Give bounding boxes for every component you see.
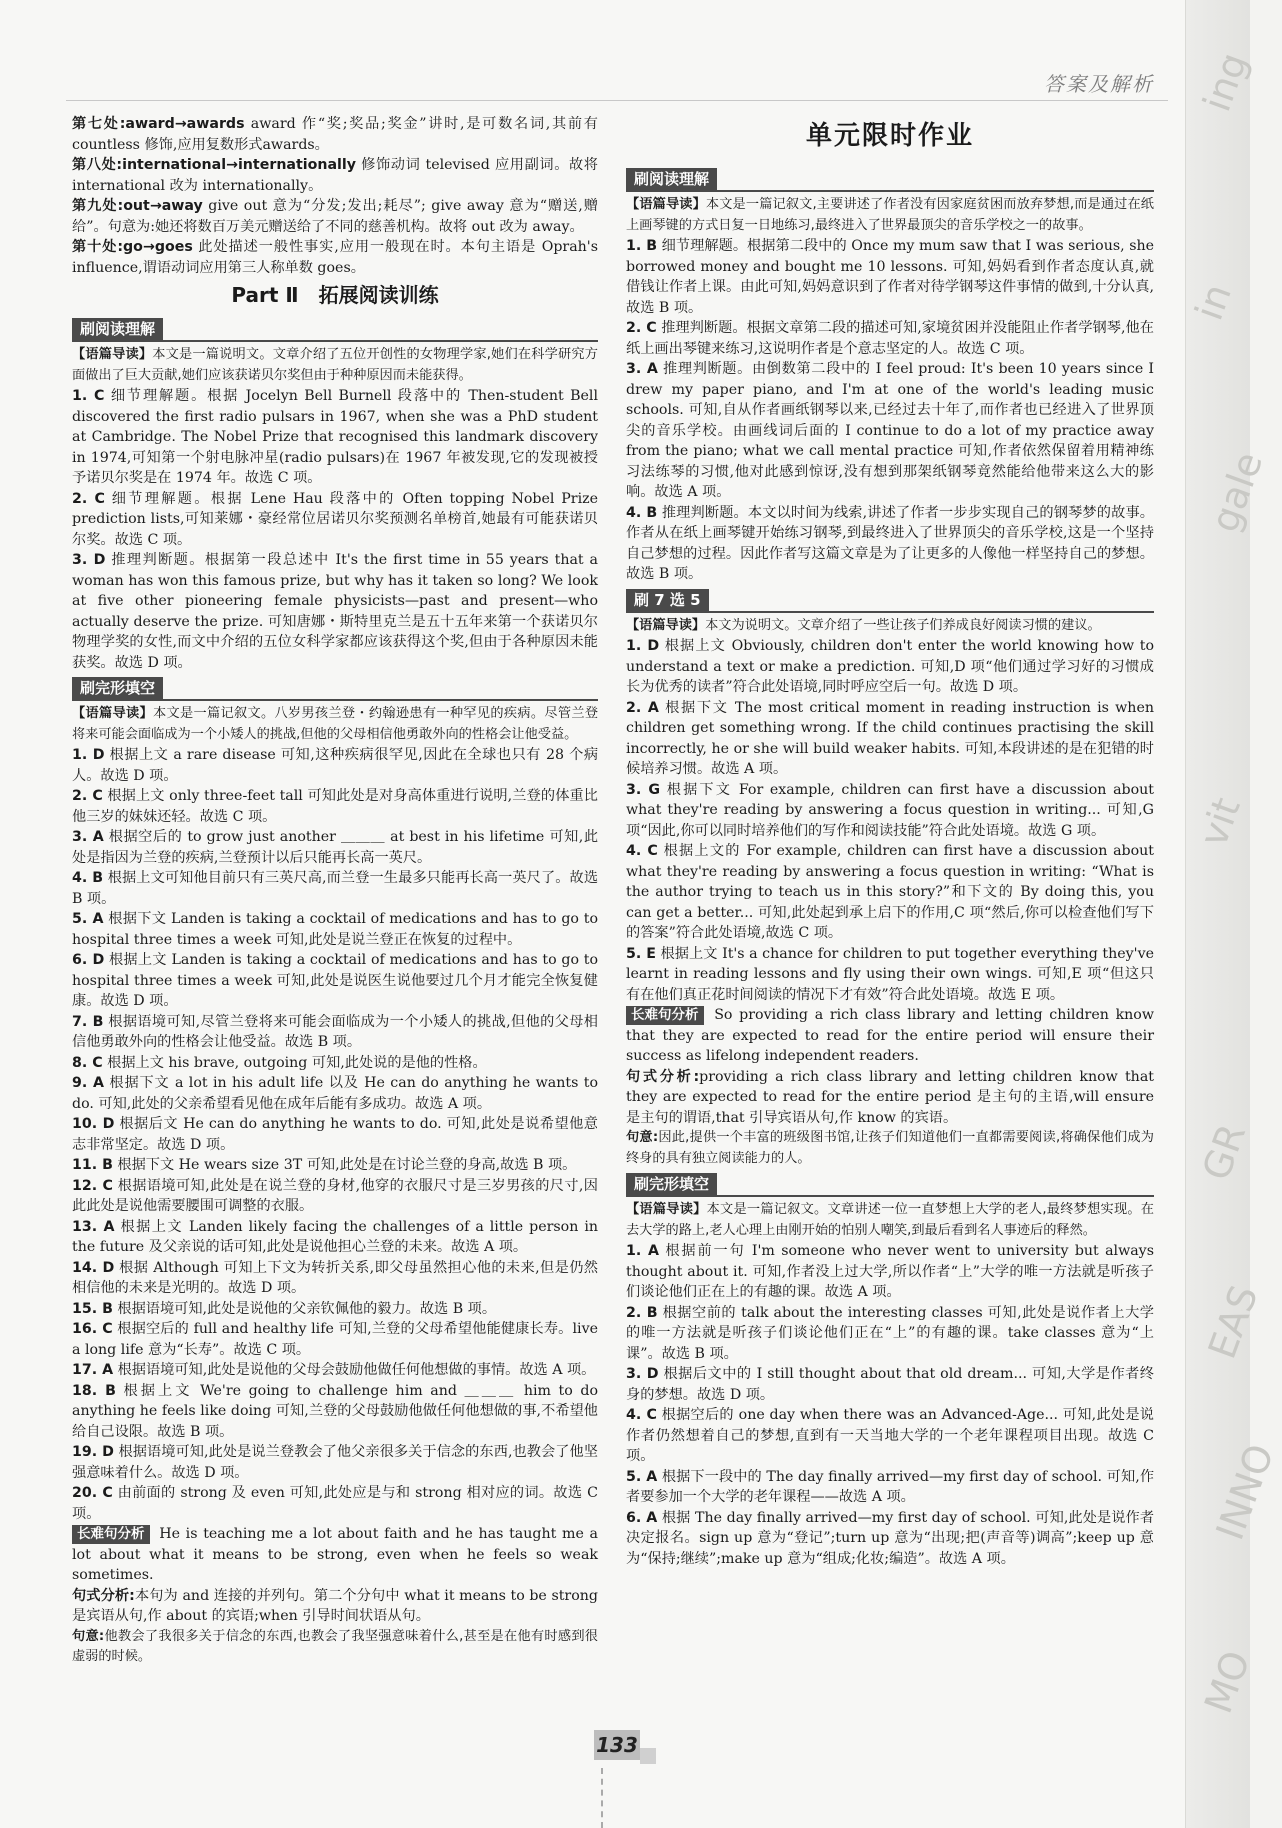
answer-item xyxy=(72,1299,598,1320)
answer-explanation: 推理判断题。本文以时间为线索,讲述了作者一步步实现自己的钢琴梦的故事。作者从在纸上画琴键开始练习钢琴,到最终进入了世界顶尖的音乐学校,这是一个坚持自己梦想的过程。因此作者写这篇文章是为了让更多的人像他一样坚持自己的梦想。故选 B 项。 xyxy=(626,504,1154,582)
answer-item xyxy=(72,1176,598,1217)
answer-item xyxy=(72,1053,598,1074)
answer-explanation: 根据空后的 one day when there was an Advanced-Age... 可知,此处是说作者仍然想着自己的梦想,直到有一天当地大学的一个老年课程项目出现。故选 C 项。 xyxy=(626,1407,1154,1464)
section-divider xyxy=(72,699,598,701)
answer-number: 7. B xyxy=(72,1013,104,1030)
meaning-text: 他教会了我很多关于信念的东西,也教会了我坚强意味着什么,甚至是在他有时感到很虚弱的时候。 xyxy=(72,1628,598,1664)
answer-explanation: 根据上文 It's a chance for children to put together everything they've learnt in reading lessons and fly using their own wings. 可知,E 项“但这只有在他们真正花时间阅读的情况下才有效”符合此处语境。故选 E 项。 xyxy=(626,945,1154,1003)
corrections-list xyxy=(72,114,598,278)
correction-fix: go→goes xyxy=(123,239,193,255)
answer-number: 3. D xyxy=(72,552,106,568)
answer-explanation: 根据下文 Landen is taking a cocktail of medications and has to go to hospital three times a week 可知,此处是说兰登正在恢复的过程中。 xyxy=(72,911,599,948)
part-title: Part Ⅱ 拓展阅读训练 xyxy=(231,283,439,307)
section-divider xyxy=(626,190,1154,192)
answer-item xyxy=(72,1155,598,1176)
correction-text: 修饰动词 televised 应用副词。故将 international 改为 internationally。 xyxy=(72,157,598,194)
answer-number: 1. A xyxy=(626,1243,660,1259)
answer-item xyxy=(72,1114,598,1155)
answer-explanation: 根据上文 Landen likely facing the challenges of a little person in the future 及父亲说的话可知,此处是说他担心兰登的未来。故选 A 项。 xyxy=(72,1218,598,1255)
answer-item xyxy=(626,780,1154,842)
answer-number: 14. D xyxy=(72,1259,115,1276)
correction-label: 第九处: xyxy=(72,198,124,214)
page-number: 133 xyxy=(594,1730,640,1760)
answer-item xyxy=(72,1381,598,1443)
answer-item xyxy=(626,841,1154,944)
answer-explanation: 根据后文中的 I still thought about that old dream... 可知,大学是作者终身的梦想。故选 D 项。 xyxy=(626,1366,1154,1403)
sentence-meaning xyxy=(72,1627,598,1668)
answer-number: 16. C xyxy=(72,1321,113,1337)
sentence-meaning xyxy=(626,1128,1154,1169)
answer-number: 4. B xyxy=(626,504,658,521)
answer-number: 2. A xyxy=(626,699,659,716)
answer-item xyxy=(72,489,598,551)
answer-explanation: 细节理解题。根据 Lene Hau 段落中的 Often topping Nobel Prize prediction lists,可知莱娜・豪经常位居诺贝尔奖预测名单榜首,她最有可能获诺贝尔奖。故选 C 项。 xyxy=(72,490,598,548)
header-tag: 答案及解析 xyxy=(1044,72,1154,96)
answer-item xyxy=(72,868,598,909)
answer-item xyxy=(626,318,1154,359)
guide-lead: 【语篇导读】 xyxy=(72,347,153,362)
answer-item xyxy=(626,1405,1154,1467)
long-sentence-text: He is teaching me a lot about faith and he has taught me a lot about what it means to be strong, even when he feels so weak sometimes. xyxy=(72,1526,598,1583)
answer-number: 1. D xyxy=(626,638,660,654)
answer-item xyxy=(626,236,1154,318)
meaning-label: 句意: xyxy=(626,1130,659,1145)
answer-explanation: 根据上文 his brave, outgoing 可知,此处说的是他的性格。 xyxy=(102,1054,487,1071)
syntax-analysis xyxy=(626,1067,1154,1129)
answer-explanation: 根据上文 We're going to challenge him and ＿＿＿ him to do anything he feels like doing 可知,兰登的父母鼓励他做任何他想做的事,不希望他给自己设限。故选 B 项。 xyxy=(72,1382,598,1440)
answer-number: 3. A xyxy=(626,361,658,377)
answer-explanation: 根据语境可知,此处是在说兰登的身材,他穿的衣服尺寸是三岁男孩的尺寸,因此此处是说他需要腰围可调整的衣服。 xyxy=(72,1177,598,1214)
long-sentence-label: 长难句分析 xyxy=(72,1525,150,1544)
answer-item xyxy=(626,1241,1154,1303)
unit-title: 单元限时作业 xyxy=(805,121,974,151)
answer-explanation: 根据前一句 I'm someone who never went to university but always thought about it. 可知,作者没上过大学,所以作者“上”大学的唯一方法就是听孩子们谈论他们正在上的有趣的课。故选 A 项。 xyxy=(626,1243,1154,1300)
guide-text: 本文为说明文。文章介绍了一些让孩子们养成良好阅读习惯的建议。 xyxy=(705,617,1101,633)
answer-item xyxy=(626,1364,1154,1405)
section xyxy=(626,164,1154,585)
page-dash-line xyxy=(601,1768,603,1828)
answer-explanation: 根据上文 Obviously, children don't enter the world knowing how to understand a text or make a prediction. 可知,D 项“他们通过学习好的习惯成长为优秀的读者”符合此处语境,同时呼应空后一句。故选 D 项。 xyxy=(626,638,1154,695)
answer-number: 6. A xyxy=(626,1509,658,1526)
answer-explanation: 根据 Although 可知上下文为转折关系,即父母虽然担心他的未来,但是仍然相信他的未来是光明的。故选 D 项。 xyxy=(72,1259,598,1296)
section-divider xyxy=(626,1195,1154,1197)
correction-fix: award→awards xyxy=(125,116,245,132)
correction-item xyxy=(72,237,598,278)
correction-fix: out→away xyxy=(123,198,203,214)
passage-guide xyxy=(72,345,598,386)
answer-item xyxy=(626,636,1154,698)
syntax-text: 本句为 and 连接的并列句。第二个分句中 what it means to be strong 是宾语从句,作 about 的宾语;when 引导时间状语从句。 xyxy=(72,1587,598,1624)
answer-explanation: 根据空前的 talk about the interesting classes 可知,此处是说作者上大学的唯一方法就是听孩子们谈论他们正在“上”的有趣的课。take classes 意为“上课”。故选 B 项。 xyxy=(626,1304,1154,1362)
syntax-label: 句式分析: xyxy=(72,1587,135,1604)
answer-explanation: 根据上文的 For example, children can first have a discussion about what they're reading by answering a focus question in writing: “What is the author trying to teach us in this story?”和下文的 By doing this, you can get a better... 可知,此处起到承上启下的作用,C 项“然后,你可以检查他们写下的答案”符合此处语境,故选 C 项。 xyxy=(626,843,1154,941)
answer-number: 5. E xyxy=(626,945,656,962)
syntax-text: providing a rich class library and letting children know that they are expected to read for the entire period 是主句的主语,will ensure 是主句的谓语,that 引导宾语从句,作 know 的宾语。 xyxy=(626,1068,1154,1126)
long-sentence-label: 长难句分析 xyxy=(626,1006,704,1025)
answer-number: 2. C xyxy=(626,320,657,336)
answer-explanation: 根据空后的 to grow just another ＿＿＿ at best in his lifetime 可知,此处是指因为兰登的疾病,兰登预计以后只能再长高一英尺。 xyxy=(72,829,599,866)
answer-item xyxy=(72,1483,598,1524)
answer-explanation: 根据语境可知,此处是说他的父亲钦佩他的毅力。故选 B 项。 xyxy=(112,1300,497,1317)
section-label: 刷完形填空 xyxy=(626,1173,717,1195)
section xyxy=(72,314,598,673)
answer-item xyxy=(626,1467,1154,1508)
section-label: 刷阅读理解 xyxy=(72,318,163,340)
section-label: 刷完形填空 xyxy=(72,677,163,699)
answer-item xyxy=(626,1508,1154,1570)
answer-explanation: 根据上文 Landen is taking a cocktail of medications and has to go to hospital three times a week 可知,此处是说医生说他要过几个月才能完全恢复健康。故选 D 项。 xyxy=(72,952,599,1009)
long-sentence xyxy=(626,1005,1154,1067)
answer-explanation: 推理判断题。由倒数第二段中的 I feel proud: It's been 10 years since I drew my paper piano, and I'm at one of the world's leading music schools. 可知,自从作者画纸钢琴以来,已经过去十年了,而作者也已经进入了世界顶尖的音乐学校。由画线词后面的 I continue to do a lot of my practice away from the piano; what we call mental practice 可知,作者依然保留着用精神练习法练琴的习惯,他对此感到惊讶,没有想到那架纸钢琴竟然能给他带来这么大的影响。故选 A 项。 xyxy=(626,361,1154,500)
correction-text: 此处描述一般性事实,应用一般现在时。本句主语是 Oprah's influence,谓语动词应用第三人称单数 goes。 xyxy=(72,239,598,276)
answer-number: 15. B xyxy=(72,1300,113,1317)
passage-guide xyxy=(626,1200,1154,1241)
answer-number: 2. C xyxy=(72,788,103,804)
answer-item xyxy=(626,359,1154,503)
section-label: 刷阅读理解 xyxy=(626,168,717,190)
answer-item xyxy=(626,944,1154,1006)
guide-text: 本文是一篇记叙文。文章讲述一位一直梦想上大学的老人,最终梦想实现。在去大学的路上,老人心理上由刚开始的怕别人嘲笑,到最后看到名人事迹后的释然。 xyxy=(626,1202,1154,1238)
section-divider xyxy=(72,340,598,342)
guide-lead: 【语篇导读】 xyxy=(626,617,706,633)
answer-number: 5. A xyxy=(72,911,104,927)
answer-explanation: 由前面的 strong 及 even 可知,此处应是与和 strong 相对应的词。故选 C 项。 xyxy=(72,1485,598,1522)
answer-item xyxy=(72,550,598,673)
guide-text: 本文是一篇记叙文。八岁男孩兰登・约翰逊患有一种罕见的疾病。尽管兰登将来可能会面临成为一个小矮人的挑战,但他的父母相信他勇敢外向的性格会让他受益。 xyxy=(72,706,599,742)
answer-number: 11. B xyxy=(72,1157,113,1173)
right-sections xyxy=(626,164,1154,1569)
guide-text: 本文是一篇说明文。文章介绍了五位开创性的女物理学家,她们在科学研究方面做出了巨大贡献,她们应该获诺贝尔奖但由于种种原因而未能获得。 xyxy=(72,347,598,383)
guide-lead: 【语篇导读】 xyxy=(626,1202,707,1217)
answer-number: 8. C xyxy=(72,1054,103,1071)
answer-explanation: 根据 The day finally arrived—my first day of school. 可知,此处是说作者决定报名。sign up 意为“登记”;turn up 意为“出现;把(声音等)调高”;keep up 意为“保持;继续”;make up 意为“组成;化妆;编造”。故选 A 项。 xyxy=(626,1509,1155,1567)
answer-number: 18. B xyxy=(72,1382,116,1399)
answer-number: 13. A xyxy=(72,1218,115,1235)
answer-number: 1. B xyxy=(626,238,658,254)
answer-item xyxy=(72,1360,598,1381)
answer-number: 20. C xyxy=(72,1485,113,1501)
answer-item xyxy=(72,1012,598,1053)
answer-explanation: 推理判断题。根据第一段总述中 It's the first time in 55 years that a woman has won this famous prize, but why has it taken so long? We look at five other pioneering female physicists—past and present—who actually deserve the prize. 可知唐娜・斯特里克兰是五十五年来第一个获诺贝尔物理学奖的女性,而文中介绍的五位女科学家都应该获得这个奖,但由于各种原因未能获奖。故选 D 项。 xyxy=(72,552,598,671)
answer-number: 4. B xyxy=(72,870,104,886)
meaning-label: 句意: xyxy=(72,1628,105,1644)
answer-number: 1. C xyxy=(72,388,105,404)
section xyxy=(72,673,598,1668)
passage-guide xyxy=(626,616,1154,637)
answer-number: 5. A xyxy=(626,1468,658,1485)
answer-number: 3. D xyxy=(626,1366,659,1382)
page-number-decoration xyxy=(640,1748,656,1764)
answer-item xyxy=(626,1303,1154,1365)
header-divider xyxy=(66,100,1168,101)
answer-item xyxy=(72,745,598,786)
answer-number: 2. B xyxy=(626,1304,658,1321)
answer-item xyxy=(72,386,598,489)
answer-explanation: 细节理解题。根据第二段中的 Once my mum saw that I was serious, she borrowed money and bought me 10 lessons. 可知,妈妈看到作者态度认真,就借钱让作者上课。由此可知,妈妈意识到了作者对待学钢琴这件事情的做到,十分认真,故选 B 项。 xyxy=(626,238,1155,316)
answer-item xyxy=(72,1217,598,1258)
answer-item xyxy=(72,1442,598,1483)
answer-explanation: 根据上文 only three-feet tall 可知此处是对身高体重进行说明,兰登的体重比他三岁的妹妹还轻。故选 C 项。 xyxy=(72,788,598,825)
answer-explanation: 根据下文 a lot in his adult life 以及 He can do anything he wants to do. 可知,此处的父亲希望看见他在成年后能有多成功。故选 A 项。 xyxy=(72,1075,598,1112)
answer-number: 4. C xyxy=(626,843,658,859)
left-sections xyxy=(72,314,598,1668)
answer-number: 19. D xyxy=(72,1444,114,1460)
guide-lead: 【语篇导读】 xyxy=(626,197,706,212)
answer-explanation: 根据语境可知,此处是说兰登教会了他父亲很多关于信念的东西,也教会了他坚强意味着什么。故选 D 项。 xyxy=(72,1444,598,1481)
answer-explanation: 根据语境可知,尽管兰登将来可能会面临成为一个小矮人的挑战,但他的父母相信他勇敢外向的性格会让他受益。故选 B 项。 xyxy=(72,1013,598,1050)
guide-lead: 【语篇导读】 xyxy=(72,706,153,721)
answer-number: 6. D xyxy=(72,952,105,968)
passage-guide xyxy=(626,195,1154,236)
correction-item xyxy=(72,155,598,196)
answer-number: 10. D xyxy=(72,1116,115,1132)
decorative-side-strip: ing in gale vit GR EAS INNO MO xyxy=(1185,0,1250,1828)
answer-item xyxy=(626,698,1154,780)
correction-label: 第十处: xyxy=(72,239,124,255)
answer-explanation: 细节理解题。根据 Jocelyn Bell Burnell 段落中的 Then-student Bell discovered the first radio pulsars in 1967, when she was a PhD student at Cambridge. The Nobel Prize that recognised this landmark discovery in 1974,可知第一个射电脉冲星(radio pulsars)在 1967 年被发现,它的发现被授予诺贝尔奖是在 1974 年。故选 C 项。 xyxy=(72,388,598,486)
answer-explanation: 根据空后的 full and healthy life 可知,兰登的父母希望他能健康长寿。live a long life 意为“长寿”。故选 C 项。 xyxy=(72,1321,598,1358)
correction-text: give out 意为“分发;发出;耗尽”; give away 意为“赠送,赠给”。句意为:她还将数百万美元赠送给了不同的慈善机构。故将 out 改为 away。 xyxy=(72,198,598,235)
correction-label: 第七处: xyxy=(72,116,126,132)
long-sentence-text: So providing a rich class library and letting children know that they are expected to read for the entire period will ensure their success as lifelong independent readers. xyxy=(626,1007,1154,1064)
correction-text: award 作“奖;奖品;奖金”讲时,是可数名词,其前有 countless 修饰,应用复数形式awards。 xyxy=(72,116,598,153)
correction-item xyxy=(72,196,598,237)
correction-fix: international→internationally xyxy=(122,157,357,173)
answer-item xyxy=(626,503,1154,585)
answer-item xyxy=(72,909,598,950)
section xyxy=(626,1169,1154,1569)
answer-item xyxy=(72,1073,598,1114)
answer-explanation: 根据下文 The most critical moment in reading instruction is when children get something wrong. If the child continues practising the skill incorrectly, he or she will build weaker habits. 可知,本段讲述的是在犯错的时候培养习惯。故选 A 项。 xyxy=(626,699,1154,777)
correction-label: 第八处: xyxy=(72,157,123,173)
answer-number: 2. C xyxy=(72,490,105,507)
answer-item xyxy=(72,1319,598,1360)
answer-item xyxy=(72,786,598,827)
long-sentence xyxy=(72,1524,598,1586)
answer-explanation: 根据下文 He wears size 3T 可知,此处是在讨论兰登的身高,故选 B 项。 xyxy=(112,1157,577,1173)
syntax-label: 句式分析: xyxy=(626,1068,700,1085)
syntax-analysis xyxy=(72,1586,598,1627)
correction-item xyxy=(72,114,598,155)
answer-number: 12. C xyxy=(72,1177,113,1194)
section-label: 刷 7 选 5 xyxy=(626,589,709,611)
answer-explanation: 根据语境可知,此处是说他的父母会鼓励他做任何他想做的事情。故选 A 项。 xyxy=(113,1362,596,1378)
answer-item xyxy=(72,950,598,1012)
section-divider xyxy=(626,611,1154,613)
answer-number: 3. A xyxy=(72,829,104,845)
guide-text: 本文是一篇记叙文,主要讲述了作者没有因家庭贫困而放弃梦想,而是通过在纸上画琴键的方式日复一日地练习,最终进入了世界最顶尖的音乐学校之一的故事。 xyxy=(626,197,1154,233)
answer-explanation: 根据下一段中的 The day finally arrived—my first day of school. 可知,作者要参加一个大学的老年课程——故选 A 项。 xyxy=(626,1468,1155,1505)
answer-number: 4. C xyxy=(626,1407,657,1423)
answer-item xyxy=(72,1258,598,1299)
answer-explanation: 根据上文可知他目前只有三英尺高,而兰登一生最多只能再长高一英尺了。故选 B 项。 xyxy=(72,870,599,907)
right-column xyxy=(626,114,1154,1569)
answer-number: 3. G xyxy=(626,781,661,798)
answer-number: 9. A xyxy=(72,1075,105,1091)
answer-explanation: 根据下文 For example, children can first have a discussion about what they're reading by answering a focus question in writing... 可知,G 项“因此,你可以同时培养他们的写作和阅读技能”符合此处语境。故选 G 项。 xyxy=(626,781,1154,839)
meaning-text: 因此,提供一个丰富的班级图书馆,让孩子们知道他们一直都需要阅读,将确保他们成为终身的具有独立阅读能力的人。 xyxy=(626,1130,1154,1166)
section xyxy=(626,585,1154,1170)
answer-explanation: 根据后文 He can do anything he wants to do. 可知,此处是说希望他意志非常坚定。故选 D 项。 xyxy=(72,1116,598,1153)
answer-number: 17. A xyxy=(72,1362,114,1378)
passage-guide xyxy=(72,704,598,745)
answer-explanation: 根据上文 a rare disease 可知,这种疾病很罕见,因此在全球也只有 28 个病人。故选 D 项。 xyxy=(72,747,599,784)
left-column xyxy=(72,114,598,1668)
answer-item xyxy=(72,827,598,868)
answer-explanation: 推理判断题。根据文章第二段的描述可知,家境贫困并没能阻止作者学钢琴,他在纸上画出琴键来练习,这说明作者是个意志坚定的人。故选 C 项。 xyxy=(626,320,1154,357)
answer-number: 1. D xyxy=(72,747,105,763)
